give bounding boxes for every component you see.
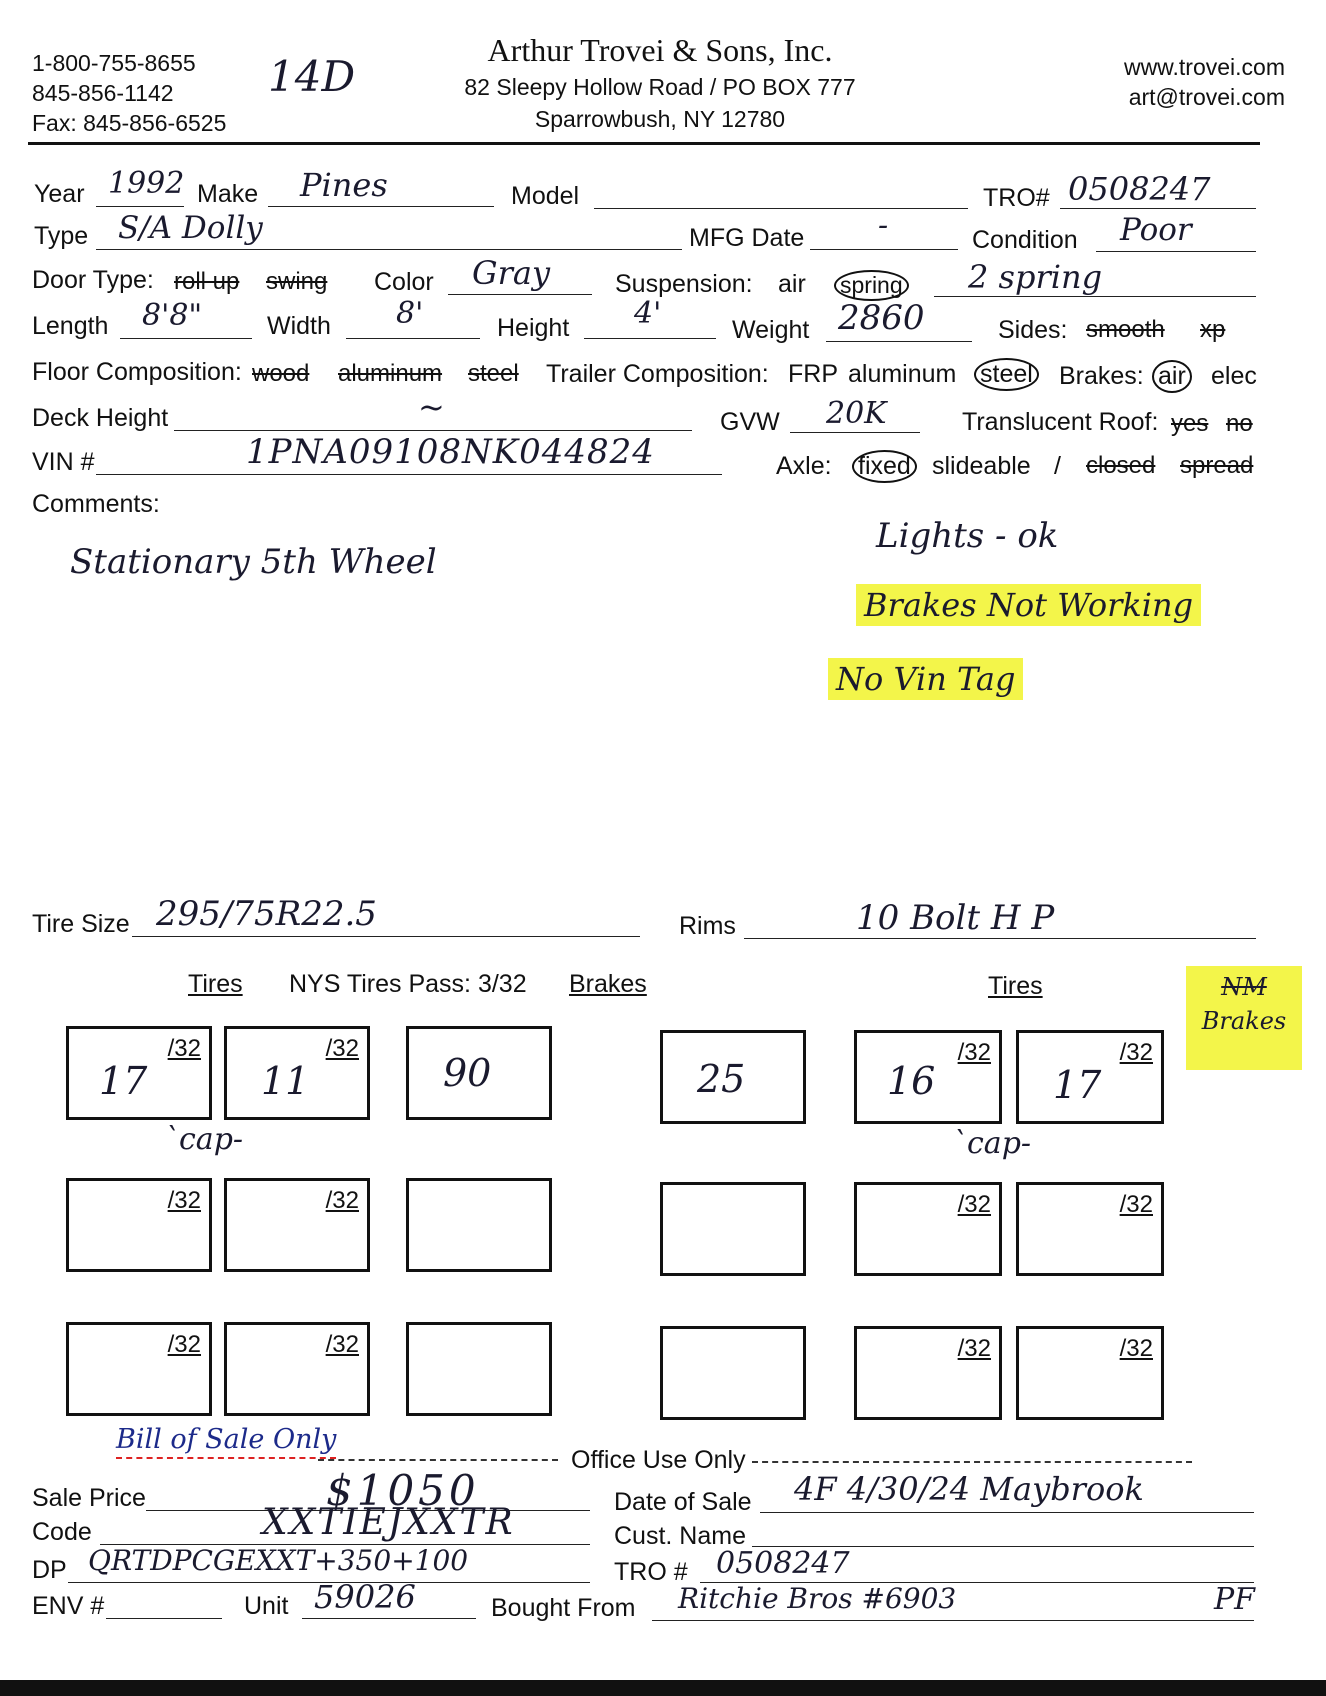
bill-of-sale-note: Bill of Sale Only	[116, 1424, 336, 1459]
brake-box-r2-c2[interactable]	[660, 1182, 806, 1276]
tread-fraction-text: /32	[167, 1187, 201, 1214]
condition-value: Poor	[1120, 212, 1192, 248]
door-option-rollup: roll up	[174, 268, 240, 295]
vin-label: VIN #	[32, 448, 95, 476]
brake-box-r3-c2[interactable]	[660, 1326, 806, 1420]
year-label: Year	[34, 180, 85, 208]
door-option-swing: swing	[266, 268, 328, 295]
rims-line	[744, 938, 1256, 939]
tire-size-line	[132, 936, 640, 937]
bought-from-label: Bought From	[491, 1594, 636, 1622]
nm-brakes-note-line-2: Brakes	[1201, 1007, 1287, 1035]
model-line	[594, 208, 968, 209]
company-address-2: Sparrowbush, NY 12780	[534, 106, 786, 132]
height-label: Height	[497, 314, 570, 342]
tro-value: 0508247	[1068, 170, 1211, 208]
date-of-sale-label: Date of Sale	[614, 1488, 752, 1516]
tread-fraction-text: /32	[325, 1331, 359, 1358]
tread-fraction	[168, 1035, 201, 1063]
tread-fraction-text: /32	[167, 1331, 201, 1358]
tread-value: 16	[887, 1059, 936, 1103]
bought-from-line	[652, 1620, 1254, 1621]
tire-size-value: 295/75R22.5	[156, 894, 377, 934]
type-label: Type	[34, 222, 89, 250]
length-line	[120, 338, 252, 339]
code-label: Code	[32, 1518, 92, 1546]
tread-fraction	[958, 1191, 991, 1219]
make-value: Pines	[300, 166, 388, 204]
office-tro-label: TRO #	[614, 1558, 688, 1586]
tread-fraction	[326, 1187, 359, 1215]
header-rule	[28, 142, 1260, 145]
rims-value: 10 Bolt H P	[856, 898, 1055, 938]
tire-box-r3-c4[interactable]	[1016, 1326, 1164, 1420]
tread-value: 17	[1053, 1063, 1102, 1107]
width-line	[346, 338, 480, 339]
weight-value: 2860	[838, 298, 925, 338]
bought-from-value: Ritchie Bros #6903	[678, 1582, 957, 1615]
color-label: Color	[374, 268, 434, 296]
tires-header-right: Tires	[988, 972, 1043, 1000]
width-value: 8'	[396, 296, 424, 331]
tread-fraction	[958, 1335, 991, 1363]
tire-box-r1-c4[interactable]	[1016, 1030, 1164, 1124]
axle-separator: /	[1054, 452, 1061, 480]
tire-box-r2-c2[interactable]	[224, 1178, 370, 1272]
tread-fraction-text: /32	[957, 1039, 991, 1066]
nm-brakes-note-line-1: NM	[1221, 973, 1267, 1001]
deck-height-label: Deck Height	[32, 404, 169, 432]
year-line	[96, 206, 184, 207]
tread-fraction	[326, 1331, 359, 1359]
sides-label: Sides:	[998, 316, 1068, 344]
length-value: 8'8"	[142, 298, 203, 333]
make-label: Make	[197, 180, 259, 208]
tread-fraction-text: /32	[1119, 1335, 1153, 1362]
comment-lights: Lights - ok	[876, 516, 1059, 556]
fax-number: Fax: 845-856-6525	[32, 110, 227, 136]
nys-tires-pass-label: NYS Tires Pass: 3/32	[289, 970, 527, 998]
vin-line	[96, 474, 722, 475]
cap-note-left: `cap-	[164, 1122, 244, 1157]
tire-box-r3-c1[interactable]	[66, 1322, 212, 1416]
tire-box-r2-c3[interactable]	[854, 1182, 1002, 1276]
brake-box-r1-c1[interactable]	[406, 1026, 552, 1120]
office-use-only-label: Office Use Only	[571, 1446, 746, 1474]
roof-option-no: no	[1226, 410, 1253, 437]
gvw-line	[790, 432, 920, 433]
brake-value: 25	[697, 1057, 746, 1101]
cap-note-right: `cap-	[952, 1126, 1032, 1161]
type-line	[96, 249, 682, 250]
office-dash-right	[752, 1461, 1192, 1463]
gvw-label: GVW	[720, 408, 780, 436]
axle-option-fixed: fixed	[852, 450, 917, 483]
tire-size-label: Tire Size	[32, 910, 130, 938]
comments-label: Comments:	[32, 490, 160, 518]
rims-label: Rims	[679, 912, 736, 940]
weight-line	[826, 341, 972, 342]
office-dash-left	[318, 1459, 558, 1461]
deck-height-value: ~	[418, 388, 445, 426]
tread-fraction-text: /32	[167, 1035, 201, 1062]
cust-name-label: Cust. Name	[614, 1522, 746, 1550]
suspension-value: 2 spring	[968, 258, 1103, 296]
tread-fraction	[958, 1039, 991, 1067]
unit-label: Unit	[244, 1592, 289, 1620]
tread-fraction-text: /32	[957, 1335, 991, 1362]
unit-line	[302, 1618, 476, 1619]
tire-box-r2-c4[interactable]	[1016, 1182, 1164, 1276]
brakes-option-elec: elec	[1211, 362, 1257, 390]
dp-value: QRTDPCGEXXT+350+100	[88, 1544, 469, 1577]
env-line	[106, 1618, 222, 1619]
trailer-comp-option-steel: steel	[974, 358, 1039, 391]
length-label: Length	[32, 312, 109, 340]
suspension-option-spring: spring	[834, 270, 909, 301]
tro-line	[1060, 208, 1256, 209]
handwritten-code: 14D	[268, 52, 356, 101]
floor-composition-label: Floor Composition:	[32, 358, 242, 386]
phone-1: 1-800-755-8655	[32, 50, 196, 76]
tread-fraction-text: /32	[325, 1187, 359, 1214]
gvw-value: 20K	[826, 396, 887, 431]
dp-label: DP	[32, 1556, 67, 1584]
color-value: Gray	[472, 254, 551, 292]
trailer-composition-label: Trailer Composition:	[546, 360, 769, 388]
roof-option-yes: yes	[1171, 410, 1209, 437]
tread-fraction	[326, 1035, 359, 1063]
tread-fraction-text: /32	[325, 1035, 359, 1062]
height-value: 4'	[634, 296, 662, 331]
floor-option-steel: steel	[468, 360, 519, 387]
tread-fraction	[1120, 1039, 1153, 1067]
initials: PF	[1214, 1582, 1256, 1617]
date-of-sale-line	[760, 1512, 1254, 1513]
brakes-option-air: air	[1152, 360, 1192, 393]
axle-option-spread: spread	[1180, 452, 1254, 479]
website: www.trovei.com	[1123, 54, 1285, 80]
deck-height-line	[174, 430, 692, 431]
sale-price-value: $1050	[326, 1466, 480, 1515]
comment-brakes-not-working: Brakes Not Working	[856, 584, 1201, 626]
code-value: XXTIEJXXTR	[262, 1502, 515, 1543]
date-of-sale-value: 4F 4/30/24 Maybrook	[794, 1470, 1144, 1508]
tread-fraction	[1120, 1191, 1153, 1219]
floor-option-aluminum: aluminum	[338, 360, 443, 387]
email: art@trovei.com	[1128, 84, 1285, 110]
tire-box-r2-c1[interactable]	[66, 1178, 212, 1272]
color-line	[448, 294, 592, 295]
weight-label: Weight	[732, 316, 810, 344]
condition-line	[1096, 251, 1256, 252]
tread-value: 11	[261, 1059, 310, 1103]
tro-label: TRO#	[983, 184, 1050, 212]
axle-option-slideable: slideable	[932, 452, 1031, 480]
sides-option-xp: xp	[1200, 316, 1226, 343]
tread-value: 17	[99, 1059, 148, 1103]
env-label: ENV #	[32, 1592, 105, 1620]
mfg-date-line	[810, 249, 958, 250]
model-label: Model	[511, 182, 580, 210]
suspension-option-air: air	[778, 270, 806, 298]
trailer-comp-option-aluminum: aluminum	[848, 360, 957, 388]
suspension-line	[934, 296, 1256, 297]
phone-2: 845-856-1142	[32, 80, 174, 106]
brake-box-r1-c2[interactable]	[660, 1030, 806, 1124]
tread-fraction-text: /32	[1119, 1039, 1153, 1066]
unit-value: 59026	[314, 1578, 416, 1616]
sale-price-label: Sale Price	[32, 1484, 146, 1512]
tire-box-r1-c2[interactable]	[224, 1026, 370, 1120]
tread-fraction-text: /32	[957, 1191, 991, 1218]
width-label: Width	[267, 312, 331, 340]
tires-header-left: Tires	[188, 970, 243, 998]
make-line	[268, 206, 494, 207]
mfg-date-value: -	[878, 208, 889, 243]
vin-value: 1PNA09108NK044824	[246, 432, 655, 472]
brakes-header: Brakes	[569, 970, 647, 998]
height-line	[584, 338, 716, 339]
floor-option-wood: wood	[252, 360, 310, 387]
tread-fraction-text: /32	[1119, 1191, 1153, 1218]
axle-option-closed: closed	[1086, 452, 1156, 479]
tire-box-r3-c3[interactable]	[854, 1326, 1002, 1420]
comment-stationary: Stationary 5th Wheel	[70, 542, 437, 582]
tire-box-r3-c2[interactable]	[224, 1322, 370, 1416]
tread-fraction	[168, 1187, 201, 1215]
condition-label: Condition	[972, 226, 1078, 254]
year-value: 1992	[108, 166, 185, 201]
tire-box-r1-c3[interactable]	[854, 1030, 1002, 1124]
nm-brakes-note	[1186, 966, 1302, 1070]
type-value: S/A Dolly	[118, 210, 263, 246]
tread-fraction	[168, 1331, 201, 1359]
bottom-edge	[0, 1680, 1326, 1696]
office-tro-value: 0508247	[716, 1546, 850, 1581]
suspension-label: Suspension:	[615, 270, 753, 298]
brake-box-r2-c1[interactable]	[406, 1178, 552, 1272]
comment-no-vin-tag: No Vin Tag	[828, 658, 1023, 700]
translucent-roof-label: Translucent Roof:	[962, 408, 1159, 436]
brake-value: 90	[443, 1051, 492, 1095]
mfg-date-label: MFG Date	[689, 224, 805, 252]
company-address-1: 82 Sleepy Hollow Road / PO BOX 777	[464, 74, 856, 100]
brakes-label: Brakes:	[1059, 362, 1144, 390]
brake-box-r3-c1[interactable]	[406, 1322, 552, 1416]
trailer-comp-option-frp: FRP	[788, 360, 838, 388]
tire-box-r1-c1[interactable]	[66, 1026, 212, 1120]
company-name: Arthur Trovei & Sons, Inc.	[487, 32, 833, 68]
sides-option-smooth: smooth	[1086, 316, 1165, 343]
tread-fraction	[1120, 1335, 1153, 1363]
door-type-label: Door Type:	[32, 266, 154, 294]
axle-label: Axle:	[776, 452, 832, 480]
